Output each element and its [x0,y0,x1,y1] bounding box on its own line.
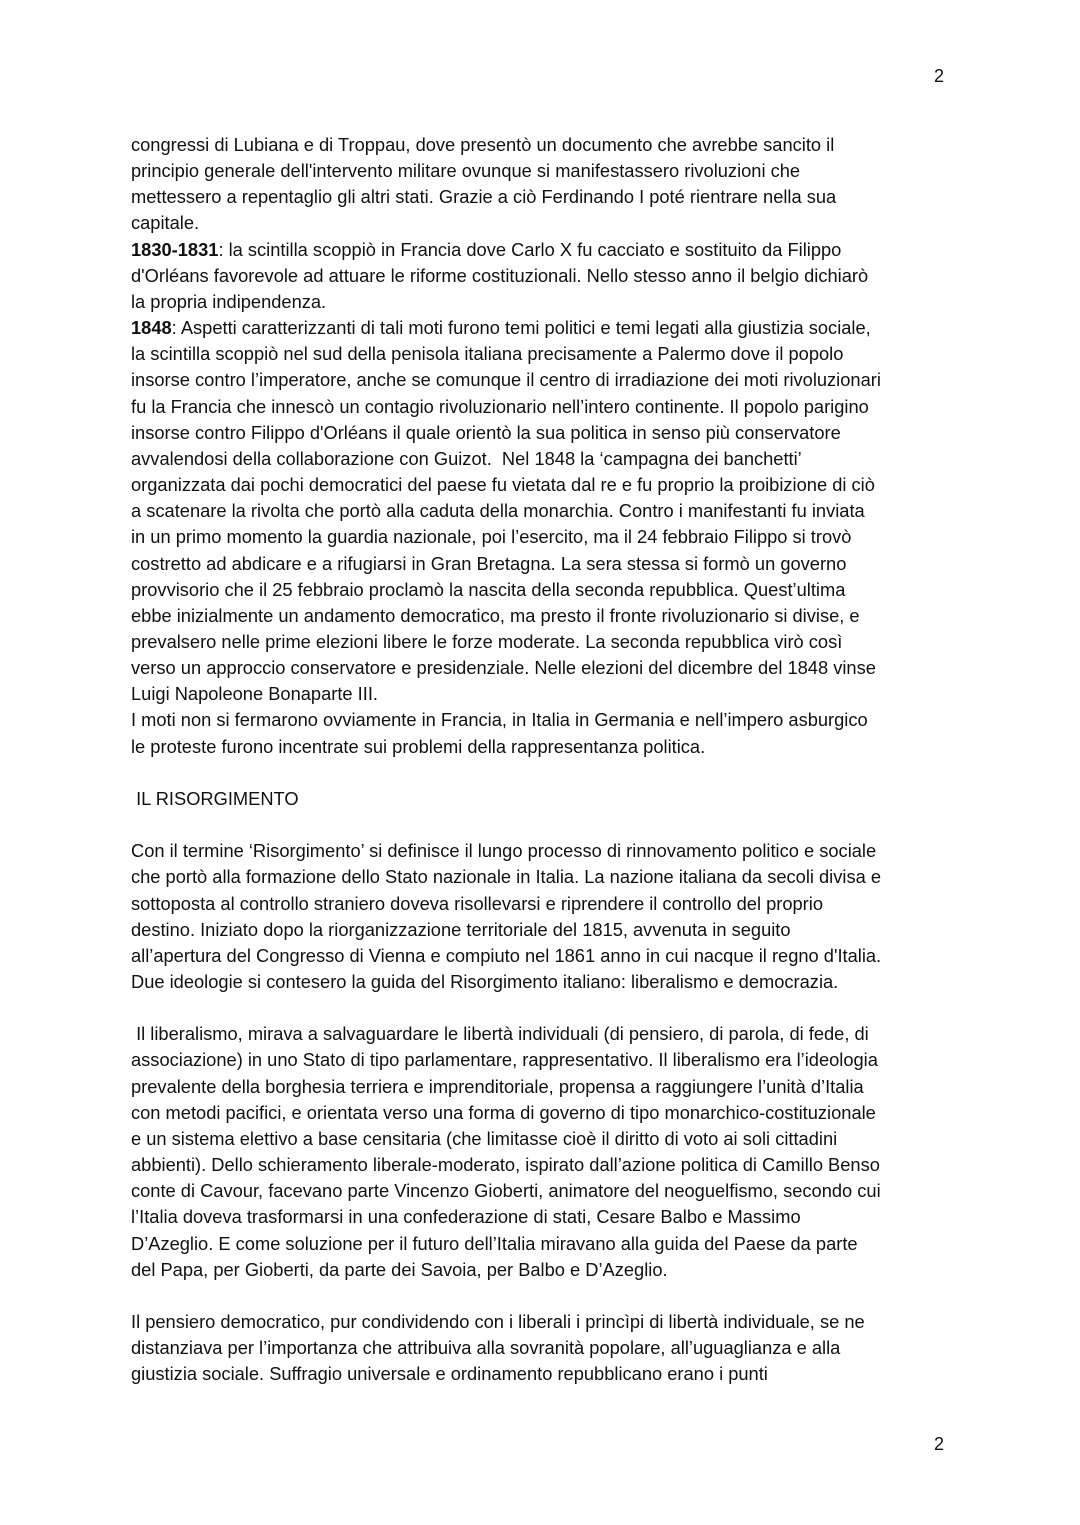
paragraph [131,315,961,707]
line-text: organizzata dai pochi democratici del paese fu vietata dal re e fu proprio la proibizione di ciò [131,474,875,496]
line-text: d'Orléans favorevole ad attuare le riforme costituzionali. Nello stesso anno il belgio dichiarò [131,264,869,286]
text-line [131,1100,961,1126]
blank-line [131,812,961,838]
text-line [131,891,961,917]
line-text: che portò alla formazione dello Stato nazionale in Italia. La nazione italiana da secoli divisa e [131,866,882,888]
paragraph [131,707,961,759]
text-line [131,577,961,603]
bold-date-label: 1830-1831 [131,238,219,260]
text-line [131,1178,961,1204]
document-body [131,132,961,1388]
line-text: Il liberalismo, mirava a salvaguardare le libertà individuali (di pensiero, di parola, di fede, di [131,1023,869,1045]
text-line [131,446,961,472]
line-text: insorse contro l’imperatore, anche se comunque il centro di irradiazione dei moti rivoluzionari [131,369,881,391]
section-heading [131,786,961,812]
line-text: l’Italia doveva trasformarsi in una confederazione di stati, Cesare Balbo e Massimo [131,1206,801,1228]
line-text: giustizia sociale. Suffragio universale e ordinamento repubblicano erano i punti [131,1363,768,1385]
text-line [131,551,961,577]
line-text: congressi di Lubiana e di Troppau, dove presentò un documento che avrebbe sancito il [131,134,835,155]
page-number-bottom: 2 [934,1434,945,1454]
blank-line [131,1283,961,1309]
text-line [131,1361,961,1387]
text-line [131,707,961,733]
text-line [131,969,961,995]
line-text: prevalente della borghesia terriera e imprenditoriale, propensa a raggiungere l’unità d’Italia [131,1075,864,1097]
text-line [131,655,961,681]
text-line [131,629,961,655]
line-text: fu la Francia che innescò un contagio rivoluzionario nell’intero continente. Il popolo parigino [131,395,869,417]
line-text: all’apertura del Congresso di Vienna e compiuto nel 1861 anno in cui nacque il regno d'Italia. [131,944,882,966]
line-text: destino. Iniziato dopo la riorganizzazione territoriale del 1815, avvenuta in seguito [131,918,791,940]
text-line [131,1047,961,1073]
blank-line [131,995,961,1021]
text-line [131,1231,961,1257]
paragraph [131,838,961,995]
line-text: principio generale dell'intervento militare ovunque si manifestassero rivoluzioni che [131,160,801,182]
line-text: ebbe inizialmente un andamento democratico, ma presto il fronte rivoluzionario si divise, e [131,604,860,626]
line-text: con metodi pacifici, e orientata verso una forma di governo di tipo monarchico-costituzionale [131,1101,876,1123]
line-text: la propria indipendenza. [131,290,327,312]
line-text: Con il termine ‘Risorgimento’ si definisce il lungo processo di rinnovamento politico e sociale [131,840,877,862]
line-text: la scintilla scoppiò nel sud della penisola italiana precisamente a Palermo dove il popolo [131,343,844,365]
line-text: D’Azeglio. E come soluzione per il futuro dell’Italia miravano alla guida del Paese da parte [131,1232,858,1254]
line-text: del Papa, per Gioberti, da parte dei Savoia, per Balbo e D’Azeglio. [131,1258,668,1280]
line-text: a scatenare la rivolta che portò alla caduta della monarchia. Contro i manifestanti fu inviata [131,500,865,522]
line-text: capitale. [131,212,200,234]
text-line [131,158,961,184]
line-text: mettessero a repentaglio gli altri stati. Grazie a ciò Ferdinando I poté rientrare nella sua [131,186,837,208]
text-line [131,132,961,158]
page-number-top: 2 [934,66,945,86]
text-line [131,263,961,289]
text-line [131,603,961,629]
text-line [131,498,961,524]
text-line [131,1309,961,1335]
line-text: provvisorio che il 25 febbraio proclamò la nascita della seconda repubblica. Quest’ultima [131,578,846,600]
line-text: insorse contro Filippo d'Orléans il quale orientò la sua politica in senso più conservatore [131,421,841,443]
text-line [131,917,961,943]
text-line [131,210,961,236]
blank-line [131,760,961,786]
line-text: avvalendosi della collaborazione con Guizot. Nel 1848 la ‘campagna dei banchetti’ [131,447,802,469]
text-line [131,289,961,315]
line-text: : Aspetti caratterizzanti di tali moti furono temi politici e temi legati alla giustizia sociale, [171,317,871,339]
text-line [131,1204,961,1230]
text-line [131,1335,961,1361]
line-text: IL RISORGIMENTO [131,787,299,809]
text-line [131,864,961,890]
line-text: associazione) in uno Stato di tipo parlamentare, rappresentativo. Il liberalismo era l’ideologia [131,1049,878,1071]
line-text: : la scintilla scoppiò in Francia dove Carlo X fu cacciato e sostituito da Filippo [218,238,842,260]
paragraph [131,1309,961,1387]
text-line [131,681,961,707]
line-text: I moti non si fermarono ovviamente in Francia, in Italia in Germania e nell’impero asburgico [131,709,868,731]
line-text: Due ideologie si contesero la guida del Risorgimento italiano: liberalismo e democrazia. [131,971,839,992]
text-line [131,341,961,367]
text-line [131,1152,961,1178]
bold-date-label: 1848 [131,317,172,339]
line-text: verso un approccio conservatore e presidenziale. Nelle elezioni del dicembre del 1848 vinse [131,657,876,679]
text-line [131,472,961,498]
line-text: costretto ad abdicare e a rifugiarsi in Gran Bretagna. La sera stessa si formò un governo [131,552,847,574]
line-text: abbienti). Dello schieramento liberale-moderato, ispirato dall’azione politica di Camillo Benso [131,1154,880,1176]
text-line [131,1074,961,1100]
line-text: distanziava per l’importanza che attribuiva alla sovranità popolare, all’uguaglianza e alla [131,1337,841,1359]
line-text: e un sistema elettivo a base censitaria (che limitasse cioè il diritto di voto ai soli cittadini [131,1127,838,1149]
line-text: Luigi Napoleone Bonaparte III. [131,683,378,705]
text-line [131,734,961,760]
text-line [131,367,961,393]
line-text: in un primo momento la guardia nazionale, poi l’esercito, ma il 24 febbraio Filippo si trovò [131,526,852,548]
text-line [131,1021,961,1047]
text-line [131,786,961,812]
line-text: conte di Cavour, facevano parte Vincenzo Gioberti, animatore del neoguelfismo, secondo cui [131,1180,881,1202]
text-line [131,237,961,263]
paragraph [131,1021,961,1283]
text-line [131,315,961,341]
text-line [131,1126,961,1152]
text-line [131,838,961,864]
text-line [131,1257,961,1283]
text-line [131,524,961,550]
line-text: le proteste furono incentrate sui problemi della rappresentanza politica. [131,735,706,757]
text-line [131,394,961,420]
line-text: Il pensiero democratico, pur condividendo con i liberali i princìpi di libertà individuale, se ne [131,1311,865,1333]
paragraph [131,132,961,237]
line-text: sottoposta al controllo straniero doveva risollevarsi e riprendere il controllo del proprio [131,892,823,914]
text-line [131,184,961,210]
paragraph [131,237,961,315]
text-line [131,943,961,969]
text-line [131,420,961,446]
line-text: prevalsero nelle prime elezioni libere le forze moderate. La seconda repubblica virò così [131,630,843,652]
